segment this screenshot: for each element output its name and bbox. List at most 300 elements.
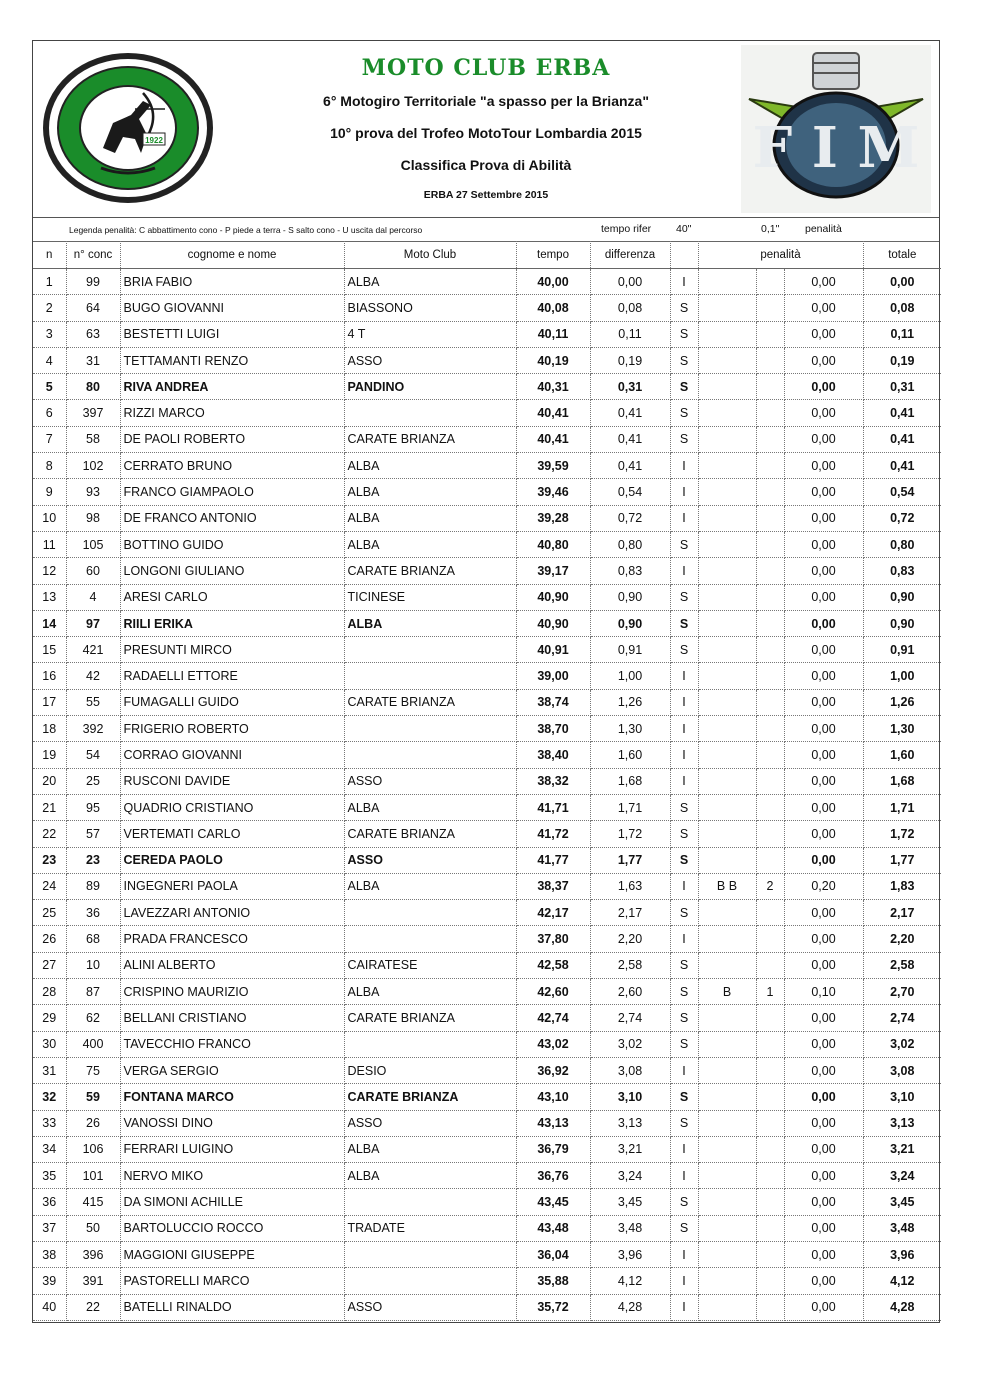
cell-position: 10: [33, 505, 66, 531]
cell-competitor-number: 400: [66, 1031, 120, 1057]
cell-penalty-code: [698, 689, 756, 715]
cell-time: 43,10: [516, 1084, 590, 1110]
cell-competitor-number: 54: [66, 742, 120, 768]
cell-side: S: [670, 374, 698, 400]
cell-penalty-value: 0,00: [784, 453, 863, 479]
cell-total: 0,41: [863, 426, 941, 452]
cell-time: 38,37: [516, 873, 590, 899]
cell-penalty-value: 0,00: [784, 794, 863, 820]
cell-name: TETTAMANTI RENZO: [120, 347, 344, 373]
table-row: [33, 663, 941, 689]
cell-club: ASSO: [344, 847, 516, 873]
table-row: [33, 453, 941, 479]
cell-side: S: [670, 1110, 698, 1136]
cell-difference: 2,17: [590, 900, 670, 926]
cell-name: DE FRANCO ANTONIO: [120, 505, 344, 531]
cell-position: 17: [33, 689, 66, 715]
cell-penalty-value: 0,00: [784, 1241, 863, 1267]
cell-penalty-code: [698, 1110, 756, 1136]
cell-penalty-value: 0,00: [784, 716, 863, 742]
cell-difference: 0,19: [590, 347, 670, 373]
cell-penalty-value: 0,00: [784, 689, 863, 715]
cell-time: 40,19: [516, 347, 590, 373]
fim-letters: F I M: [752, 115, 920, 181]
col-total: totale: [863, 241, 941, 269]
cell-time: 42,17: [516, 900, 590, 926]
table-row: [33, 1136, 941, 1162]
cell-total: 3,21: [863, 1136, 941, 1162]
cell-penalty-count: [756, 1084, 784, 1110]
col-tempo: tempo: [516, 241, 590, 269]
cell-penalty-value: 0,00: [784, 374, 863, 400]
cell-side: I: [670, 1268, 698, 1294]
cell-time: 42,58: [516, 952, 590, 978]
cell-position: 7: [33, 426, 66, 452]
cell-club: [344, 742, 516, 768]
cell-penalty-count: [756, 1215, 784, 1241]
cell-club: ASSO: [344, 1110, 516, 1136]
cell-penalty-code: [698, 479, 756, 505]
cell-penalty-value: 0,00: [784, 400, 863, 426]
cell-penalty-count: [756, 1189, 784, 1215]
cell-penalty-count: 1: [756, 979, 784, 1005]
cell-side: I: [670, 742, 698, 768]
cell-penalty-code: [698, 900, 756, 926]
cell-club: PANDINO: [344, 374, 516, 400]
cell-name: QUADRIO CRISTIANO: [120, 794, 344, 820]
cell-penalty-code: [698, 637, 756, 663]
col-diff: differenza: [590, 241, 670, 269]
cell-total: 2,20: [863, 926, 941, 952]
cell-position: 13: [33, 584, 66, 610]
cell-penalty-count: [756, 1005, 784, 1031]
cell-club: [344, 900, 516, 926]
cell-total: 2,58: [863, 952, 941, 978]
cell-total: 3,45: [863, 1189, 941, 1215]
cell-side: S: [670, 637, 698, 663]
cell-difference: 3,24: [590, 1163, 670, 1189]
table-row: [33, 426, 941, 452]
cell-difference: 2,74: [590, 1005, 670, 1031]
cell-penalty-value: 0,00: [784, 821, 863, 847]
cell-difference: 3,10: [590, 1084, 670, 1110]
cell-total: 1,00: [863, 663, 941, 689]
cell-total: 0,31: [863, 374, 941, 400]
reference-time-value: 40": [676, 223, 692, 235]
cell-penalty-value: 0,00: [784, 1057, 863, 1083]
cell-name: TAVECCHIO FRANCO: [120, 1031, 344, 1057]
cell-name: FONTANA MARCO: [120, 1084, 344, 1110]
cell-competitor-number: 23: [66, 847, 120, 873]
cell-club: CARATE BRIANZA: [344, 426, 516, 452]
page-title: MOTO CLUB ERBA: [361, 55, 611, 81]
cell-competitor-number: 42: [66, 663, 120, 689]
document-header: [33, 41, 939, 218]
cell-position: 39: [33, 1268, 66, 1294]
cell-penalty-value: 0,00: [784, 1215, 863, 1241]
cell-total: 0,41: [863, 400, 941, 426]
cell-penalty-value: 0,00: [784, 1268, 863, 1294]
cell-position: 31: [33, 1057, 66, 1083]
cell-time: 40,00: [516, 269, 590, 295]
cell-penalty-code: [698, 1189, 756, 1215]
table-row: [33, 584, 941, 610]
col-si: [670, 241, 698, 269]
table-row: [33, 1163, 941, 1189]
cell-total: 1,72: [863, 821, 941, 847]
cell-position: 15: [33, 637, 66, 663]
cell-penalty-count: [756, 531, 784, 557]
cell-total: 3,10: [863, 1084, 941, 1110]
cell-penalty-count: [756, 926, 784, 952]
cell-position: 8: [33, 453, 66, 479]
cell-position: 9: [33, 479, 66, 505]
table-row: [33, 1005, 941, 1031]
table-row: [33, 558, 941, 584]
cell-name: FRANCO GIAMPAOLO: [120, 479, 344, 505]
cell-total: 4,12: [863, 1268, 941, 1294]
cell-club: [344, 716, 516, 742]
cell-penalty-code: [698, 505, 756, 531]
cell-side: I: [670, 926, 698, 952]
cell-penalty-value: 0,00: [784, 531, 863, 557]
cell-total: 1,26: [863, 689, 941, 715]
cell-competitor-number: 80: [66, 374, 120, 400]
cell-side: I: [670, 1057, 698, 1083]
cell-competitor-number: 421: [66, 637, 120, 663]
table-row: [33, 742, 941, 768]
cell-penalty-count: [756, 1110, 784, 1136]
cell-side: S: [670, 400, 698, 426]
cell-difference: 1,77: [590, 847, 670, 873]
cell-name: BATELLI RINALDO: [120, 1294, 344, 1320]
cell-time: 36,04: [516, 1241, 590, 1267]
cell-position: 1: [33, 269, 66, 295]
legend-bar: [33, 217, 939, 242]
cell-penalty-count: [756, 952, 784, 978]
cell-penalty-count: [756, 637, 784, 663]
cell-side: I: [670, 716, 698, 742]
cell-name: DE PAOLI ROBERTO: [120, 426, 344, 452]
cell-side: I: [670, 663, 698, 689]
cell-name: BOTTINO GUIDO: [120, 531, 344, 557]
cell-club: ALBA: [344, 794, 516, 820]
cell-total: 0,80: [863, 531, 941, 557]
cell-position: 11: [33, 531, 66, 557]
table-row: [33, 347, 941, 373]
cell-time: 40,08: [516, 295, 590, 321]
cell-club: ALBA: [344, 479, 516, 505]
cell-competitor-number: 64: [66, 295, 120, 321]
cell-penalty-code: [698, 531, 756, 557]
cell-name: DA SIMONI ACHILLE: [120, 1189, 344, 1215]
cell-penalty-count: [756, 900, 784, 926]
cell-difference: 0,90: [590, 610, 670, 636]
cell-penalty-value: 0,00: [784, 610, 863, 636]
cell-penalty-count: [756, 400, 784, 426]
table-row: [33, 1215, 941, 1241]
cell-difference: 0,54: [590, 479, 670, 505]
cell-position: 34: [33, 1136, 66, 1162]
cell-club: BIASSONO: [344, 295, 516, 321]
cell-penalty-count: [756, 689, 784, 715]
cell-club: [344, 1189, 516, 1215]
cell-time: 40,41: [516, 400, 590, 426]
cell-penalty-count: [756, 1241, 784, 1267]
cell-total: 1,83: [863, 873, 941, 899]
cell-competitor-number: 98: [66, 505, 120, 531]
penalty-unit-label: penalità: [805, 223, 842, 235]
cell-club: DESIO: [344, 1057, 516, 1083]
cell-side: I: [670, 453, 698, 479]
cell-competitor-number: 26: [66, 1110, 120, 1136]
cell-total: 0,08: [863, 295, 941, 321]
cell-total: 3,02: [863, 1031, 941, 1057]
cell-total: 1,68: [863, 768, 941, 794]
cell-position: 28: [33, 979, 66, 1005]
cell-competitor-number: 101: [66, 1163, 120, 1189]
cell-penalty-count: [756, 663, 784, 689]
cell-competitor-number: 105: [66, 531, 120, 557]
cell-time: 42,60: [516, 979, 590, 1005]
table-row: [33, 374, 941, 400]
cell-competitor-number: 89: [66, 873, 120, 899]
cell-penalty-value: 0,00: [784, 295, 863, 321]
table-row: [33, 610, 941, 636]
cell-position: 22: [33, 821, 66, 847]
cell-side: I: [670, 1294, 698, 1320]
cell-penalty-code: [698, 295, 756, 321]
cell-difference: 0,72: [590, 505, 670, 531]
cell-penalty-count: [756, 742, 784, 768]
cell-club: ASSO: [344, 768, 516, 794]
event-subtitle: 6° Motogiro Territoriale "a spasso per la Brianza": [323, 93, 649, 109]
cell-total: 0,83: [863, 558, 941, 584]
cell-side: I: [670, 505, 698, 531]
table-row: [33, 716, 941, 742]
cell-penalty-value: 0,20: [784, 873, 863, 899]
cell-side: I: [670, 1136, 698, 1162]
cell-side: I: [670, 1163, 698, 1189]
cell-club: ALBA: [344, 610, 516, 636]
table-row: [33, 900, 941, 926]
cell-position: 27: [33, 952, 66, 978]
cell-difference: 1,26: [590, 689, 670, 715]
cell-club: ALBA: [344, 531, 516, 557]
cell-position: 36: [33, 1189, 66, 1215]
cell-club: ALBA: [344, 505, 516, 531]
cell-penalty-count: [756, 453, 784, 479]
cell-name: BRIA FABIO: [120, 269, 344, 295]
cell-side: I: [670, 689, 698, 715]
cell-total: 0,72: [863, 505, 941, 531]
cell-name: CERRATO BRUNO: [120, 453, 344, 479]
cell-side: S: [670, 821, 698, 847]
cell-name: LAVEZZARI ANTONIO: [120, 900, 344, 926]
cell-difference: 3,13: [590, 1110, 670, 1136]
cell-penalty-code: [698, 610, 756, 636]
cell-penalty-count: [756, 794, 784, 820]
cell-name: PASTORELLI MARCO: [120, 1268, 344, 1294]
cell-penalty-value: 0,00: [784, 347, 863, 373]
cell-name: RIILI ERIKA: [120, 610, 344, 636]
cell-name: ARESI CARLO: [120, 584, 344, 610]
cell-competitor-number: 55: [66, 689, 120, 715]
cell-difference: 4,28: [590, 1294, 670, 1320]
cell-side: S: [670, 1084, 698, 1110]
cell-position: 29: [33, 1005, 66, 1031]
cell-position: 37: [33, 1215, 66, 1241]
table-row: [33, 505, 941, 531]
cell-penalty-count: [756, 321, 784, 347]
cell-penalty-count: [756, 1268, 784, 1294]
penalty-unit: 0,1": [761, 223, 780, 235]
cell-side: I: [670, 269, 698, 295]
cell-penalty-code: [698, 716, 756, 742]
cell-time: 41,77: [516, 847, 590, 873]
table-row: [33, 1084, 941, 1110]
cell-name: RADAELLI ETTORE: [120, 663, 344, 689]
cell-penalty-count: [756, 1136, 784, 1162]
cell-difference: 0,11: [590, 321, 670, 347]
cell-total: 1,77: [863, 847, 941, 873]
cell-club: [344, 926, 516, 952]
cell-penalty-code: [698, 742, 756, 768]
cell-penalty-count: [756, 505, 784, 531]
cell-name: CEREDA PAOLO: [120, 847, 344, 873]
cell-total: 0,19: [863, 347, 941, 373]
cell-side: I: [670, 1241, 698, 1267]
cell-competitor-number: 62: [66, 1005, 120, 1031]
cell-penalty-code: [698, 1005, 756, 1031]
cell-difference: 3,48: [590, 1215, 670, 1241]
cell-competitor-number: 391: [66, 1268, 120, 1294]
cell-penalty-value: 0,00: [784, 1189, 863, 1215]
cell-club: CAIRATESE: [344, 952, 516, 978]
cell-total: 0,00: [863, 269, 941, 295]
cell-side: S: [670, 1215, 698, 1241]
cell-position: 16: [33, 663, 66, 689]
cell-side: I: [670, 558, 698, 584]
cell-penalty-code: [698, 269, 756, 295]
cell-name: NERVO MIKO: [120, 1163, 344, 1189]
cell-position: 30: [33, 1031, 66, 1057]
cell-name: RIVA ANDREA: [120, 374, 344, 400]
cell-total: 3,08: [863, 1057, 941, 1083]
cell-position: 18: [33, 716, 66, 742]
cell-competitor-number: 36: [66, 900, 120, 926]
cell-competitor-number: 396: [66, 1241, 120, 1267]
table-row: [33, 1241, 941, 1267]
cell-penalty-code: [698, 1268, 756, 1294]
table-row: [33, 1294, 941, 1320]
cell-penalty-code: [698, 663, 756, 689]
cell-side: S: [670, 1189, 698, 1215]
table-row: [33, 531, 941, 557]
cell-penalty-code: [698, 794, 756, 820]
cell-side: S: [670, 531, 698, 557]
event-date: ERBA 27 Settembre 2015: [423, 189, 549, 201]
cell-name: BARTOLUCCIO ROCCO: [120, 1215, 344, 1241]
cell-competitor-number: 68: [66, 926, 120, 952]
cell-difference: 0,08: [590, 295, 670, 321]
cell-side: S: [670, 900, 698, 926]
cell-club: ASSO: [344, 1294, 516, 1320]
cell-total: 2,17: [863, 900, 941, 926]
cell-penalty-value: 0,00: [784, 926, 863, 952]
table-row: [33, 1189, 941, 1215]
cell-position: 19: [33, 742, 66, 768]
cell-penalty-code: [698, 453, 756, 479]
cell-penalty-count: [756, 426, 784, 452]
cell-time: 40,91: [516, 637, 590, 663]
cell-name: BELLANI CRISTIANO: [120, 1005, 344, 1031]
cell-penalty-value: 0,00: [784, 1031, 863, 1057]
cell-competitor-number: 22: [66, 1294, 120, 1320]
cell-penalty-count: [756, 1294, 784, 1320]
cell-total: 0,90: [863, 610, 941, 636]
cell-time: 40,90: [516, 610, 590, 636]
cell-difference: 2,20: [590, 926, 670, 952]
cell-penalty-value: 0,00: [784, 1084, 863, 1110]
cell-position: 21: [33, 794, 66, 820]
cell-competitor-number: 392: [66, 716, 120, 742]
col-penalty: penalità: [698, 241, 863, 269]
cell-penalty-value: 0,00: [784, 847, 863, 873]
cell-side: S: [670, 1031, 698, 1057]
cell-penalty-value: 0,00: [784, 505, 863, 531]
table-row: [33, 479, 941, 505]
cell-side: S: [670, 979, 698, 1005]
cell-penalty-count: [756, 821, 784, 847]
cell-club: CARATE BRIANZA: [344, 821, 516, 847]
cell-total: 3,13: [863, 1110, 941, 1136]
cell-name: VERGA SERGIO: [120, 1057, 344, 1083]
cell-penalty-code: [698, 768, 756, 794]
results-body: [33, 269, 941, 1321]
cell-penalty-value: 0,00: [784, 900, 863, 926]
cell-competitor-number: 60: [66, 558, 120, 584]
cell-club: ALBA: [344, 269, 516, 295]
cell-club: TRADATE: [344, 1215, 516, 1241]
cell-total: 0,41: [863, 453, 941, 479]
cell-penalty-value: 0,00: [784, 1005, 863, 1031]
cell-total: 1,71: [863, 794, 941, 820]
cell-time: 42,74: [516, 1005, 590, 1031]
results-table: [33, 241, 941, 1321]
cell-total: 3,48: [863, 1215, 941, 1241]
table-row: [33, 821, 941, 847]
cell-competitor-number: 106: [66, 1136, 120, 1162]
cell-difference: 1,72: [590, 821, 670, 847]
col-n: n: [33, 241, 66, 269]
cell-club: [344, 1241, 516, 1267]
cell-difference: 0,41: [590, 400, 670, 426]
cell-penalty-code: [698, 1084, 756, 1110]
cell-difference: 3,02: [590, 1031, 670, 1057]
cell-penalty-count: [756, 374, 784, 400]
cell-club: [344, 663, 516, 689]
cell-position: 40: [33, 1294, 66, 1320]
cell-club: [344, 1268, 516, 1294]
cell-side: S: [670, 347, 698, 373]
cell-name: RUSCONI DAVIDE: [120, 768, 344, 794]
cell-penalty-code: [698, 584, 756, 610]
cell-time: 38,40: [516, 742, 590, 768]
cell-penalty-value: 0,00: [784, 663, 863, 689]
cell-position: 4: [33, 347, 66, 373]
cell-penalty-value: 0,00: [784, 637, 863, 663]
